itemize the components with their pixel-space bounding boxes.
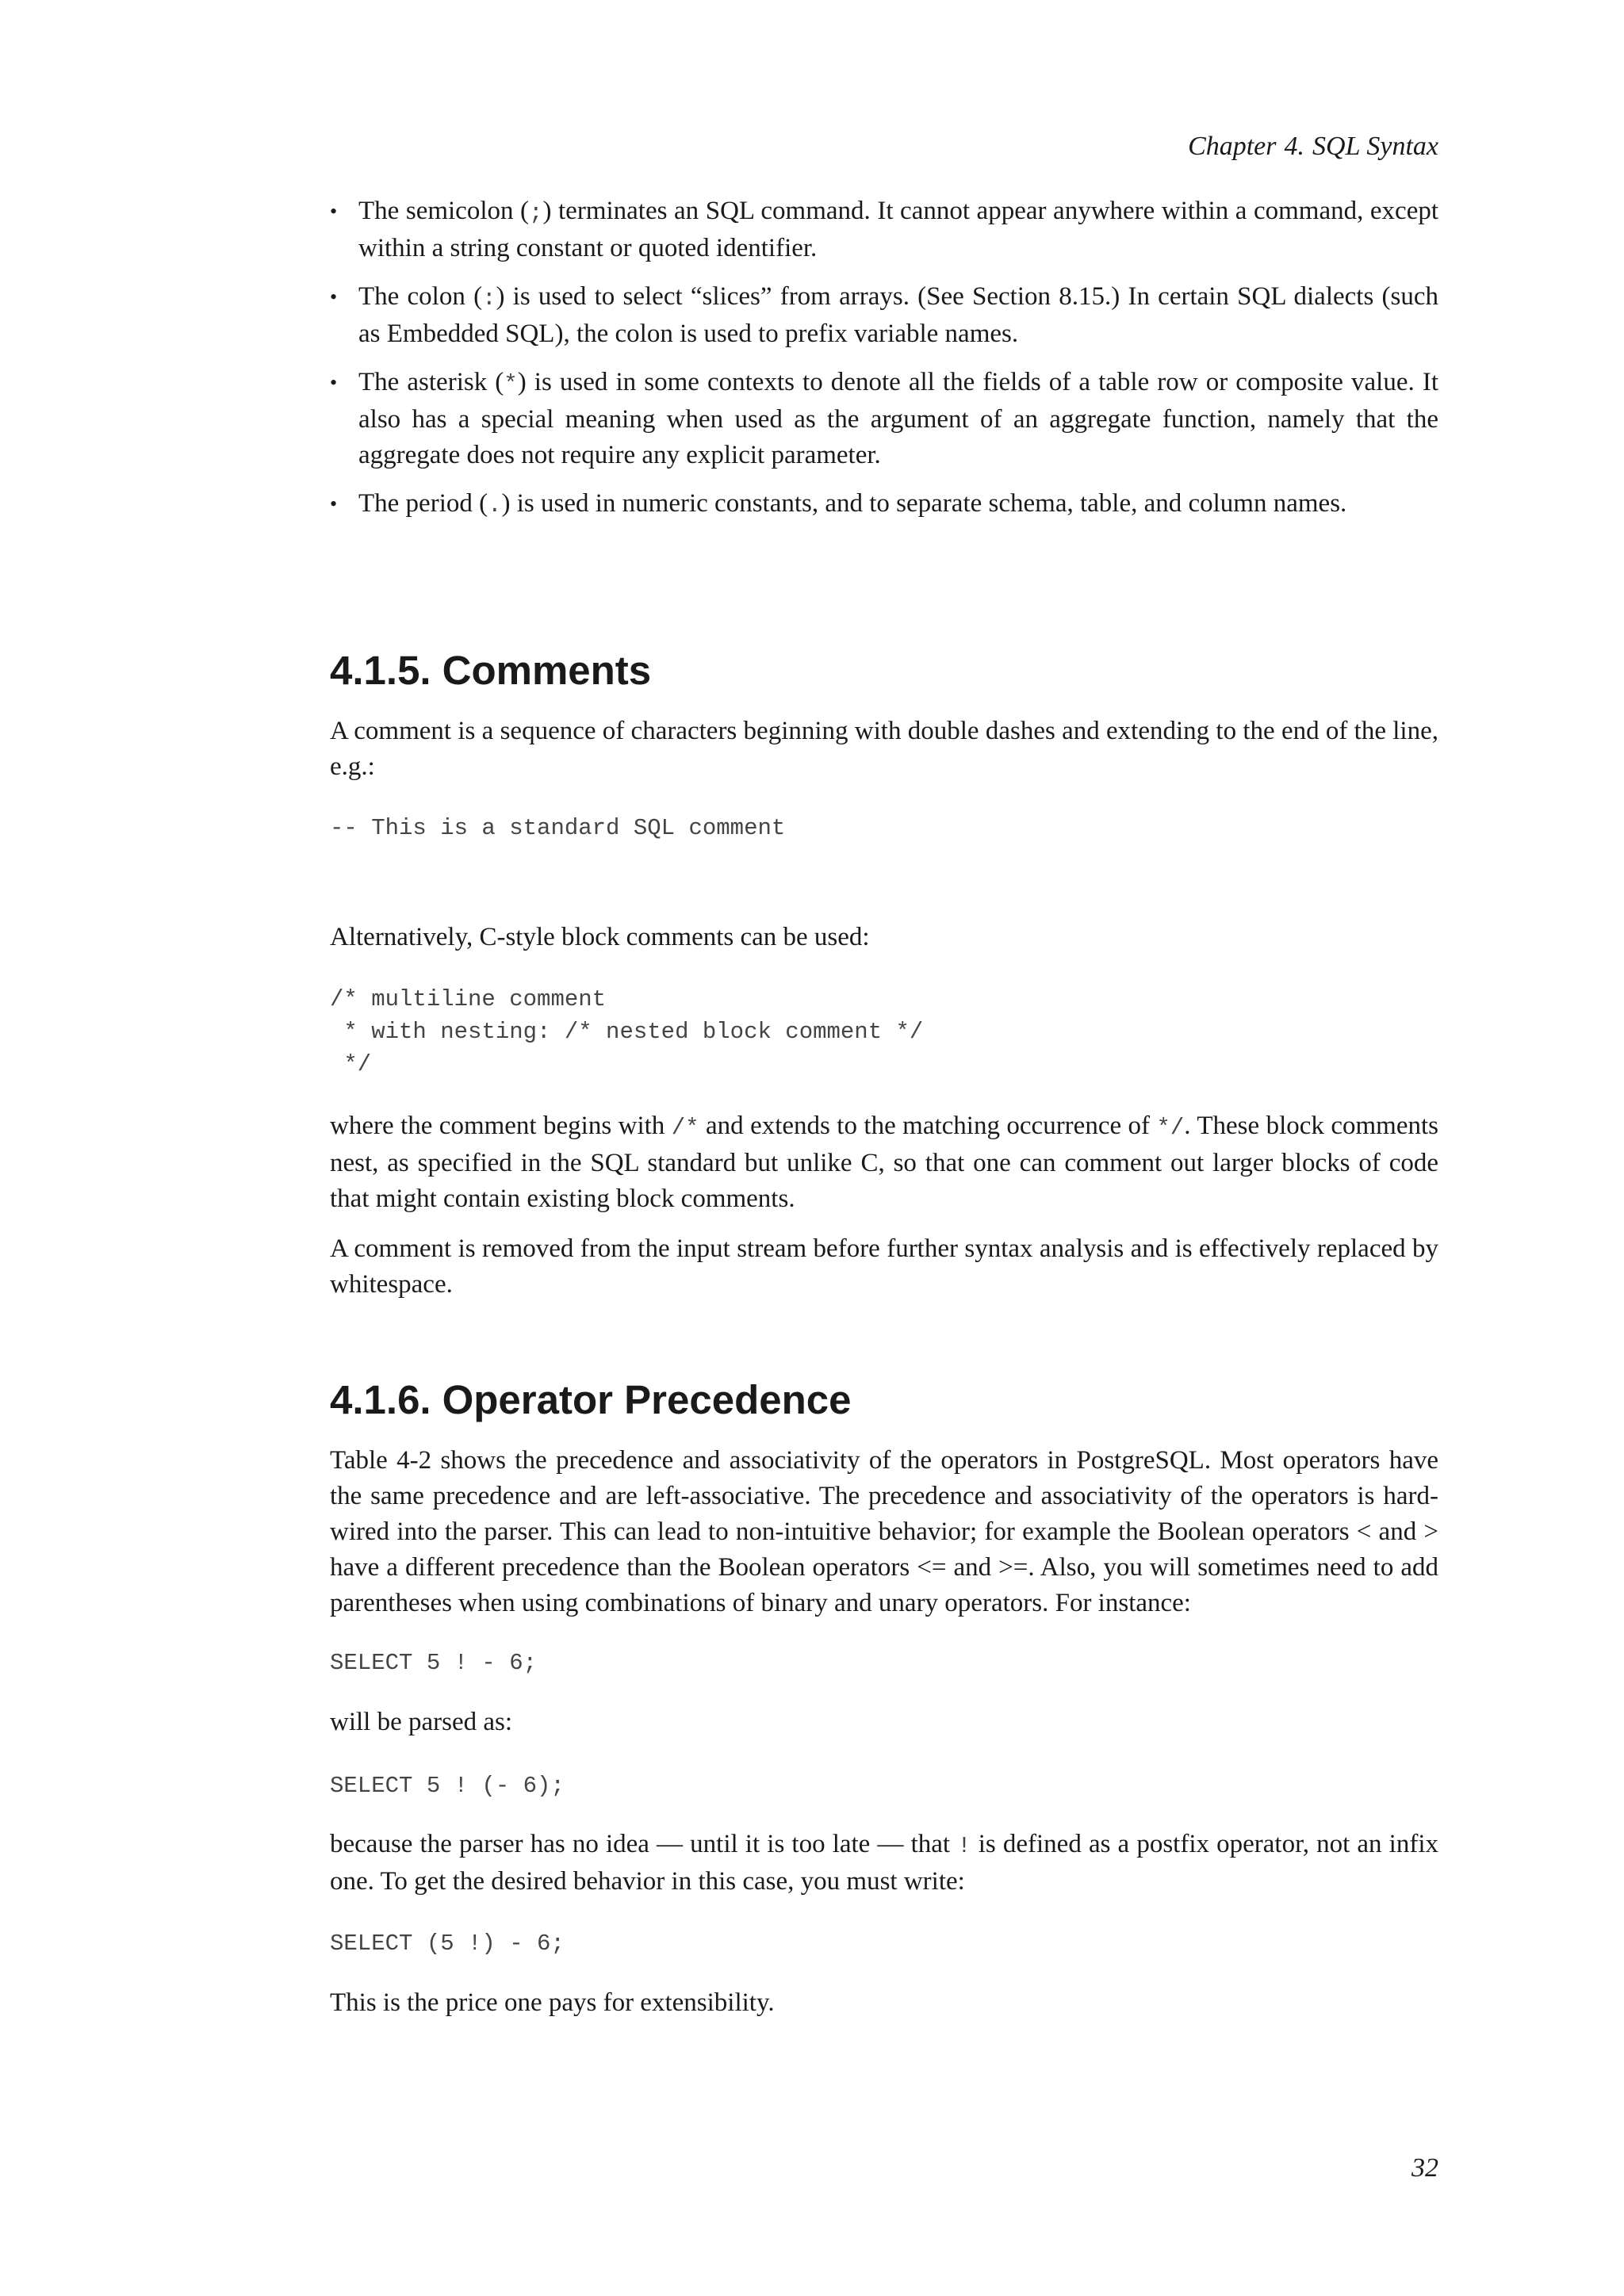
bullet-icon: • [330, 285, 338, 308]
list-item [330, 486, 1438, 523]
code-block: SELECT 5 ! - 6; [330, 1650, 538, 1676]
code-block: SELECT (5 !) - 6; [330, 1931, 565, 1957]
code-block: /* multiline comment * with nesting: /* nested block comment */ */ [330, 986, 924, 1077]
inline-code: */ [1156, 1115, 1185, 1141]
item-text-post: ) is used in some contexts to denote all the fields of a table row or composite value. It also has a special meaning when used as the argument of an aggregate function, namely that the aggregate does not require any explicit parameter. [358, 368, 1438, 469]
paragraph: This is the price one pays for extensibility. [330, 1988, 775, 2017]
item-text-pre: The period ( [358, 489, 488, 518]
paragraph: A comment is a sequence of characters beginning with double dashes and extending to the end of the line, e.g.: [330, 717, 1438, 781]
chapter-number: 4. [1284, 132, 1305, 161]
bullet-icon: • [330, 371, 338, 394]
list-item [330, 279, 1438, 352]
paragraph [330, 1108, 1438, 1217]
inline-code: ; [529, 200, 543, 226]
item-text-pre: The semicolon ( [358, 197, 530, 225]
chapter-title: SQL Syntax [1312, 132, 1438, 161]
list-item [330, 365, 1438, 473]
text-run: where the comment begins with [330, 1112, 672, 1140]
item-text-post: ) terminates an SQL command. It cannot appear anywhere within a command, except within a string constant or quoted identifier. [358, 197, 1439, 262]
section-heading-comments [330, 647, 651, 695]
text-run: . These block comments nest, as specified in the SQL standard but unlike C, so that one can comment out larger blocks of code that might contain existing block comments. [330, 1112, 1438, 1213]
paragraph: A comment is removed from the input stream before further syntax analysis and is effectively replaced by whitespace. [330, 1234, 1438, 1299]
section-number: 4.1.6. [330, 1377, 431, 1422]
inline-code: . [488, 492, 502, 519]
text-run: is defined as a postfix operator, not an infix one. To get the desired behavior in this case, you must write: [330, 1830, 1439, 1896]
code-block: SELECT 5 ! (- 6); [330, 1773, 565, 1799]
section-title: Operator Precedence [442, 1377, 852, 1422]
item-text-pre: The asterisk ( [358, 368, 504, 396]
item-text-post: ) is used in numeric constants, and to separate schema, table, and column names. [501, 489, 1347, 518]
text-run: and extends to the matching occurrence of [699, 1112, 1157, 1140]
item-text-pre: The colon ( [358, 282, 483, 311]
paragraph: Alternatively, C-style block comments can be used: [330, 923, 870, 951]
inline-code: : [482, 285, 496, 312]
inline-code: /* [671, 1115, 699, 1141]
running-header [1188, 128, 1438, 164]
section-heading-operator-precedence [330, 1376, 852, 1424]
paragraph: will be parsed as: [330, 1708, 513, 1736]
inline-code: * [504, 371, 518, 397]
paragraph [330, 1827, 1438, 1900]
text-run: because the parser has no idea — until it is too late — that [330, 1830, 958, 1858]
list-item [330, 193, 1438, 266]
section-number: 4.1.5. [330, 648, 431, 693]
code-block: -- This is a standard SQL comment [330, 815, 786, 841]
item-text-post: ) is used to select “slices” from arrays. (See Section 8.15.) In certain SQL dialects (such as Embedded SQL), the colon is used to prefix variable names. [358, 282, 1438, 348]
punctuation-bullet-list [330, 193, 1438, 536]
inline-code: ! [957, 1833, 971, 1859]
bullet-icon: • [330, 492, 338, 515]
bullet-icon: • [330, 200, 338, 223]
page-number: 32 [1411, 2153, 1438, 2183]
section-title: Comments [442, 648, 652, 693]
chapter-label: Chapter [1188, 132, 1277, 161]
paragraph: Table 4-2 shows the precedence and associativity of the operators in PostgreSQL. Most operators have the same precedence and are left-associative. The precedence and associativity of the operators is hard-wired into the parser. This can lead to non-intuitive behavior; for example the Boolean operators < and > have a different precedence than the Boolean operators <= and >=. Also, you will sometimes need to add parentheses when using combinations of binary and unary operators. For instance: [330, 1446, 1438, 1617]
